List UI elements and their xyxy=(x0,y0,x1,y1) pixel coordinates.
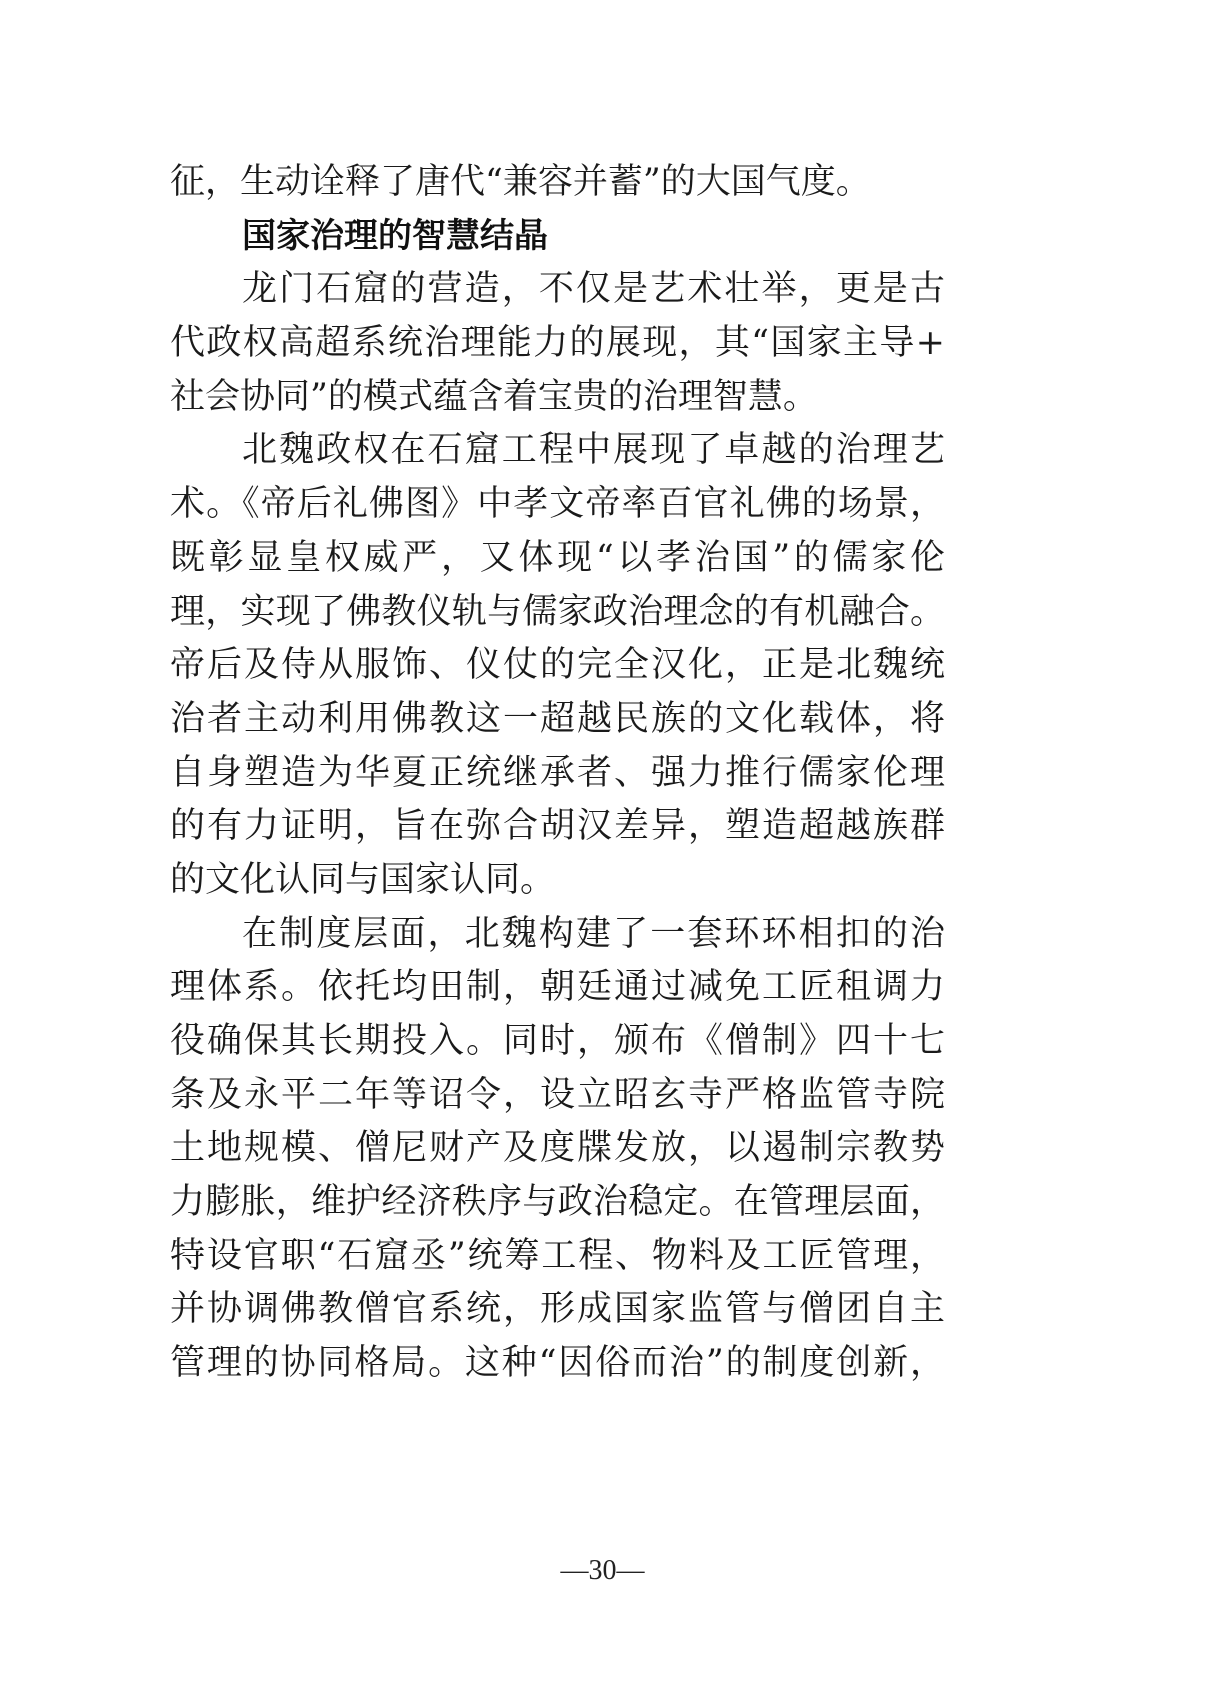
paragraph-3-line: 土地规模、僧尼财产及度牒发放，以遏制宗教势 xyxy=(170,1128,945,1169)
paragraph-3-line: 特设官职“石窟丞”统筹工程、物料及工匠管理， xyxy=(170,1235,945,1276)
paragraph-3-line: 管理的协同格局。这种“因俗而治”的制度创新， xyxy=(170,1343,945,1384)
body-text xyxy=(170,156,945,1391)
paragraph-3-line: 理体系。依托均田制，朝廷通过减免工匠租调力 xyxy=(170,967,945,1008)
paragraph-2-line: 理，实现了佛教仪轨与儒家政治理念的有机融合。 xyxy=(170,591,945,632)
page-number: —30— xyxy=(560,1555,645,1586)
section-heading: 国家治理的智慧结晶 xyxy=(242,215,548,256)
paragraph-2-line: 帝后及侍从服饰、仪仗的完全汉化，正是北魏统 xyxy=(170,645,945,686)
paragraph-2-line: 治者主动利用佛教这一超越民族的文化载体，将 xyxy=(170,698,945,739)
paragraph-1-line: 社会协同”的模式蕴含着宝贵的治理智慧。 xyxy=(170,376,818,417)
paragraph-1-line: 龙门石窟的营造，不仅是艺术壮举，更是古 xyxy=(242,269,945,310)
paragraph-2-line: 的文化认同与国家认同。 xyxy=(170,859,556,900)
paragraph-2-line: 北魏政权在石窟工程中展现了卓越的治理艺 xyxy=(242,430,945,471)
paragraph-3-line: 并协调佛教僧官系统，形成国家监管与僧团自主 xyxy=(170,1289,945,1330)
paragraph-3-line: 力膨胀，维护经济秩序与政治稳定。在管理层面， xyxy=(170,1182,945,1223)
paragraph-3-line: 在制度层面，北魏构建了一套环环相扣的治 xyxy=(242,913,945,954)
paragraph-2-line: 的有力证明，旨在弥合胡汉差异，塑造超越族群 xyxy=(170,806,945,847)
paragraph-2-line: 既彰显皇权威严，又体现“以孝治国”的儒家伦 xyxy=(170,537,945,578)
paragraph-2-line: 自身塑造为华夏正统继承者、强力推行儒家伦理 xyxy=(170,752,945,793)
text-line: 征，生动诠释了唐代“兼容并蓄”的大国气度。 xyxy=(170,162,871,202)
paragraph-3-line: 役确保其长期投入。同时，颁布《僧制》四十七 xyxy=(170,1021,945,1061)
paragraph-1-line: 代政权高超系统治理能力的展现，其“国家主导+ xyxy=(170,323,945,364)
paragraph-3-line: 条及永平二年等诏令，设立昭玄寺严格监管寺院 xyxy=(170,1074,945,1115)
paragraph-2-line: 术。《帝后礼佛图》中孝文帝率百官礼佛的场景， xyxy=(170,484,945,525)
